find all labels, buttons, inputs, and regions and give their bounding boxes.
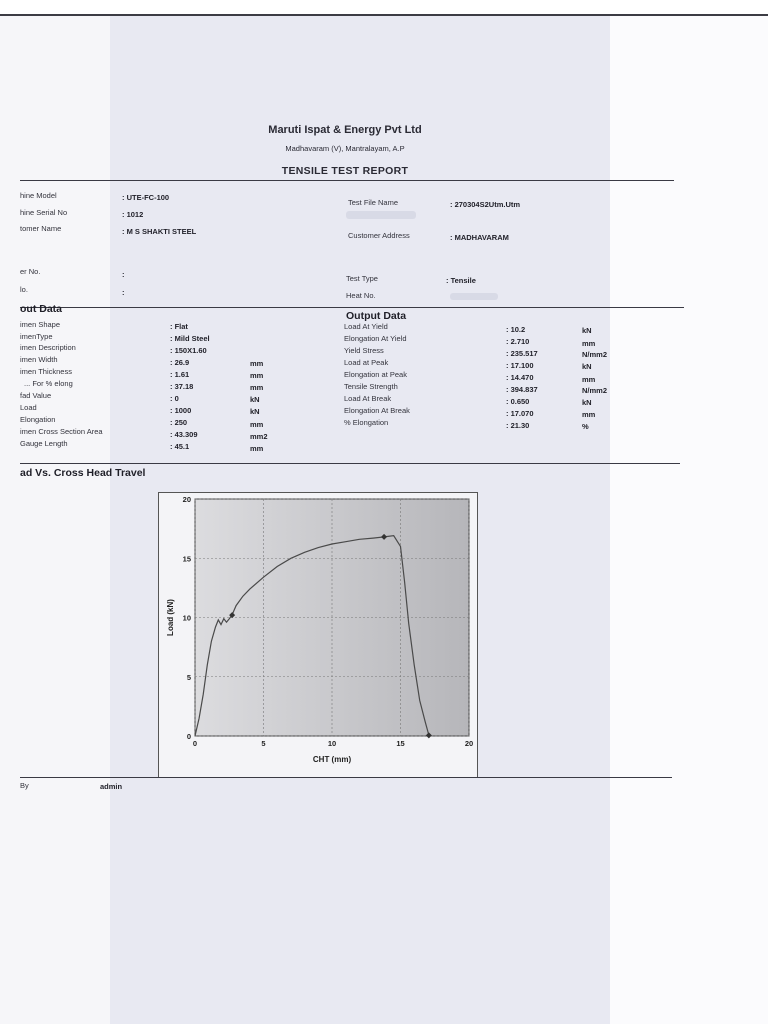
input-row-label: imen Cross Section Area: [20, 427, 103, 436]
y-axis-label: Load (kN): [166, 599, 175, 636]
output-row-unit: %: [582, 422, 589, 431]
customer-address-label: Customer Address: [348, 231, 410, 240]
input-row-label: Load: [20, 403, 37, 412]
output-row-value: : 17.100: [506, 361, 534, 370]
output-row-value: : 394.837: [506, 385, 538, 394]
customer-name-label: tomer Name: [20, 224, 62, 233]
output-row-value: : 21.30: [506, 421, 530, 430]
test-type-label: Test Type: [346, 274, 378, 283]
output-row-value: : 10.2: [506, 325, 526, 334]
input-row-value: : 26.9: [170, 358, 190, 367]
input-row-value: : 43.309: [170, 430, 198, 439]
output-row-value: : 17.070: [506, 409, 534, 418]
heat-no-label: Heat No.: [346, 291, 376, 300]
redacted-smudge: [450, 293, 498, 300]
input-row-unit: mm: [250, 359, 264, 368]
order-no-label: er No.: [20, 267, 41, 276]
output-row-label: Elongation At Yield: [344, 334, 407, 343]
input-row-unit: mm: [250, 444, 264, 453]
lot-no-value: :: [122, 288, 125, 297]
input-row-unit: mm: [250, 371, 264, 380]
input-row-label: Gauge Length: [20, 439, 68, 448]
machine-serial-value: : 1012: [122, 210, 144, 219]
scan-top-edge: [0, 0, 768, 16]
input-row-value: : 1000: [170, 406, 192, 415]
y-tick-label: 20: [182, 495, 191, 504]
input-row-label: fad Value: [20, 391, 52, 400]
redacted-smudge: [346, 211, 416, 219]
output-row-label: Load at Peak: [344, 358, 389, 367]
x-tick-label: 15: [396, 739, 405, 748]
input-row-value: : 45.1: [170, 442, 190, 451]
input-row-value: : Flat: [170, 322, 188, 331]
lot-no-label: lo.: [20, 285, 28, 294]
test-type-value: : Tensile: [446, 276, 476, 285]
input-row-unit: mm2: [250, 432, 268, 441]
test-file-value: : 270304S2Utm.Utm: [450, 200, 521, 209]
output-row-label: % Elongation: [344, 418, 389, 427]
input-row-value: : Mild Steel: [170, 334, 210, 343]
graph-rule: [20, 777, 672, 778]
output-row-label: Load At Yield: [344, 322, 388, 331]
order-no-value: :: [122, 270, 125, 279]
output-row-label: Elongation at Peak: [344, 370, 407, 379]
output-row-unit: mm: [582, 339, 596, 348]
input-row-value: : 250: [170, 418, 188, 427]
output-row-unit: kN: [582, 398, 592, 407]
output-row-value: : 235.517: [506, 349, 538, 358]
input-row-value: : 0: [170, 394, 179, 403]
machine-model-value: : UTE-FC-100: [122, 193, 170, 202]
x-tick-label: 10: [327, 739, 337, 748]
output-row-label: Yield Stress: [344, 346, 384, 355]
report-title: TENSILE TEST REPORT: [281, 165, 409, 177]
output-row-unit: mm: [582, 410, 596, 419]
output-data-heading: Output Data: [346, 310, 407, 322]
test-file-label: Test File Name: [348, 198, 399, 207]
company-address: Madhavaram (V), Mantralayam, A.P: [285, 144, 405, 153]
output-row-unit: kN: [582, 326, 592, 335]
load-cht-chart: [158, 492, 478, 778]
chart-svg: [159, 493, 477, 777]
input-row-label: imen Description: [20, 343, 76, 352]
input-row-unit: kN: [250, 395, 260, 404]
y-tick-label: 0: [186, 732, 191, 741]
output-row-unit: N/mm2: [582, 386, 608, 395]
input-row-unit: mm: [250, 420, 264, 429]
input-row-value: : 150X1.60: [170, 346, 207, 355]
input-data-heading: out Data: [20, 303, 62, 315]
header-rule: [20, 180, 674, 181]
company-name: Maruti Ispat & Energy Pvt Ltd: [268, 124, 422, 136]
input-row-label: ... For % elong: [24, 379, 73, 388]
output-row-unit: N/mm2: [582, 350, 608, 359]
output-row-label: Elongation At Break: [344, 406, 410, 415]
input-row-label: imen Shape: [20, 320, 61, 329]
input-row-label: imenType: [20, 332, 53, 341]
customer-address-value: : MADHAVARAM: [450, 233, 509, 242]
input-row-unit: mm: [250, 383, 264, 392]
output-row-value: : 14.470: [506, 373, 534, 382]
input-row-label: Elongation: [20, 415, 56, 424]
by-value: admin: [100, 782, 123, 791]
machine-model-label: hine Model: [20, 191, 57, 200]
y-tick-label: 10: [182, 613, 191, 623]
output-row-value: : 2.710: [506, 337, 530, 346]
y-tick-label: 5: [186, 672, 191, 682]
y-tick-label: 15: [182, 554, 191, 564]
input-row-unit: kN: [250, 407, 260, 416]
x-tick-label: 5: [261, 739, 266, 748]
data-rule: [20, 463, 680, 464]
x-axis-label: CHT (mm): [312, 755, 352, 764]
graph-heading: ad Vs. Cross Head Travel: [20, 467, 146, 479]
input-row-label: imen Thickness: [20, 367, 72, 376]
output-row-unit: mm: [582, 375, 596, 384]
output-row-unit: kN: [582, 362, 592, 371]
by-label: By: [20, 781, 29, 790]
output-row-label: Tensile Strength: [344, 382, 398, 391]
customer-name-value: : M S SHAKTI STEEL: [122, 227, 197, 236]
output-row-label: Load At Break: [344, 394, 392, 403]
input-row-label: imen Width: [20, 355, 58, 364]
x-tick-label: 0: [192, 739, 198, 748]
input-row-value: : 37.18: [170, 382, 194, 391]
machine-serial-label: hine Serial No: [20, 208, 68, 217]
info-rule: [20, 307, 684, 308]
output-row-value: : 0.650: [506, 397, 530, 406]
x-tick-label: 20: [464, 739, 474, 748]
input-row-value: : 1.61: [170, 370, 190, 379]
